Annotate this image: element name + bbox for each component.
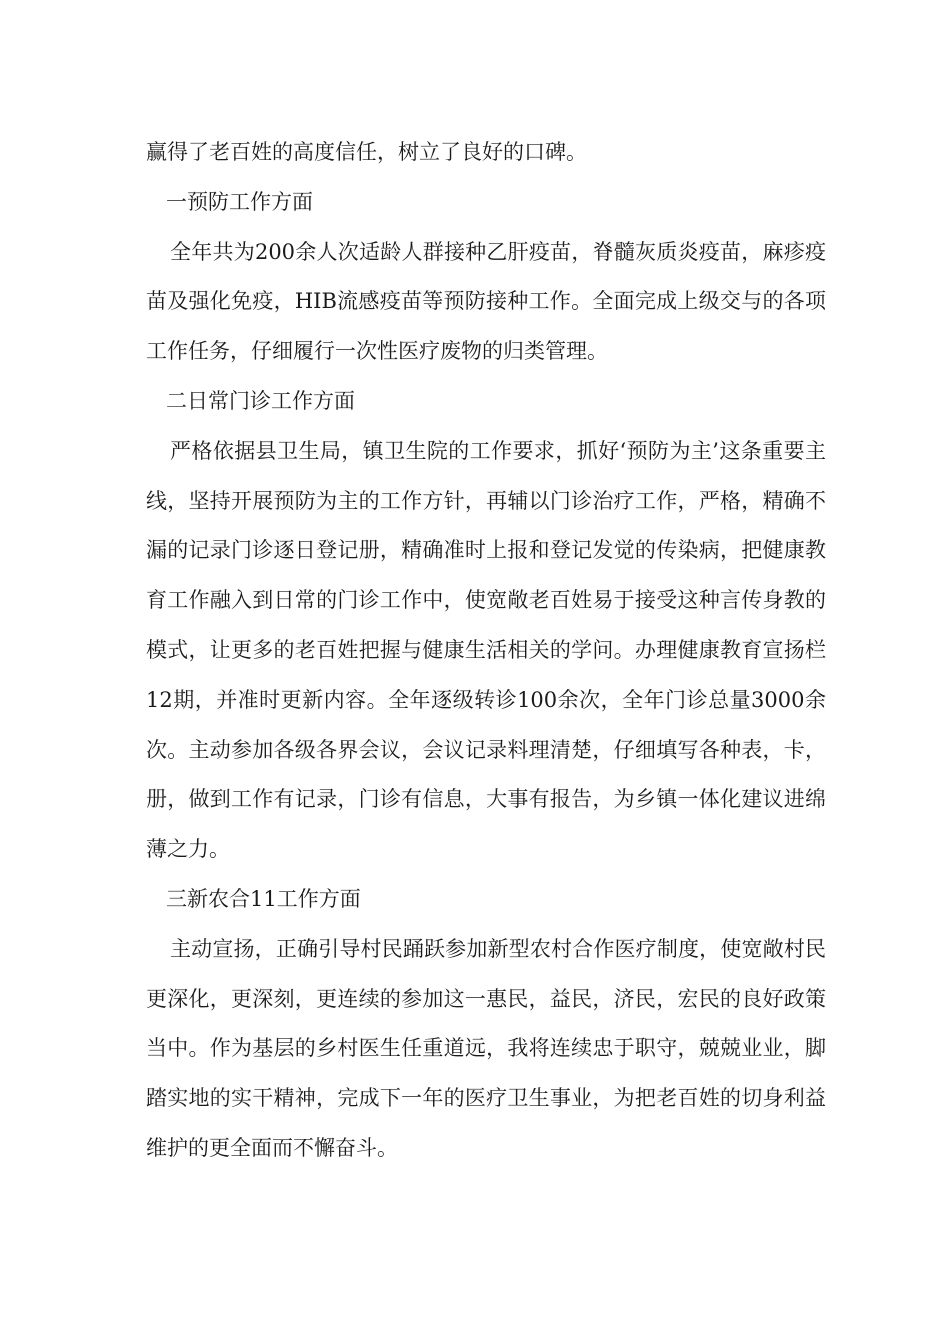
section-heading-outpatient: 二日常门诊工作方面 [166, 388, 355, 413]
paragraph-continuation: 赢得了老百姓的高度信任，树立了良好的口碑。 [146, 140, 587, 164]
document-body [146, 128, 826, 1174]
section-heading-prevention: 一预防工作方面 [166, 189, 313, 214]
section-heading-rural-cooperative: 三新农合11工作方面 [166, 886, 361, 911]
paragraph-prevention: 全年共为200余人次适龄人群接种乙肝疫苗，脊髓灰质炎疫苗，麻疹疫苗及强化免疫，HIB流感疫苗等预防接种工作。全面完成上级交与的各项工作任务，仔细履行一次性医疗废物的归类管理。 [146, 239, 826, 364]
paragraph-rural-cooperative: 主动宣扬，正确引导村民踊跃参加新型农村合作医疗制度，使宽敞村民更深化，更深刻，更连续的参加这一惠民，益民，济民，宏民的良好政策当中。作为基层的乡村医生任重道远，我将连续忠于职守，兢兢业业，脚踏实地的实干精神，完成下一年的医疗卫生事业，为把老百姓的切身利益维护的更全面而不懈奋斗。 [146, 936, 826, 1160]
paragraph-outpatient: 严格依据县卫生局，镇卫生院的工作要求，抓好‘预防为主’这条重要主线，坚持开展预防为主的工作方针，再辅以门诊治疗工作，严格，精确不漏的记录门诊逐日登记册，精确准时上报和登记发觉的传染病，把健康教育工作融入到日常的门诊工作中，使宽敞老百姓易于接受这种言传身教的模式，让更多的老百姓把握与健康生活相关的学问。办理健康教育宣扬栏12期，并准时更新内容。全年逐级转诊100余次，全年门诊总量3000余次。主动参加各级各界会议，会议记录料理清楚，仔细填写各种表，卡，册，做到工作有记录，门诊有信息，大事有报告，为乡镇一体化建议进绵薄之力。 [146, 438, 826, 862]
